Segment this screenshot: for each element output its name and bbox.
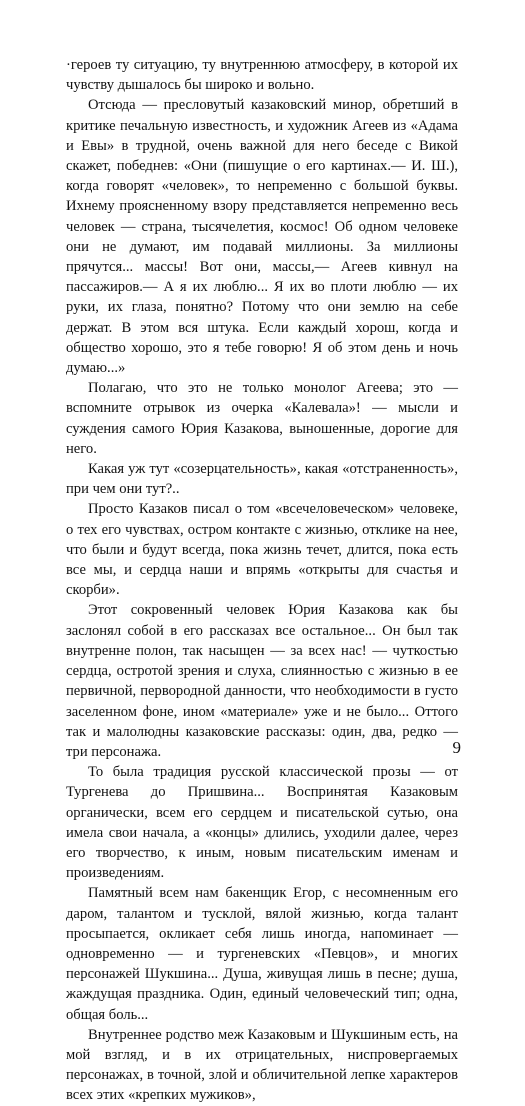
paragraph: Этот сокровенный человек Юрия Казакова как бы заслонял собой в его рассказах все остальное... Он был так внутренне полон, так насыщен — за всех нас! — чуткостью сердца, остротой зрения и слуха, слиянностью с жизнью в ее первичной, первородной данности, что необходимости в густо заселенном фоне, ином «материале» уже и не было... Оттого так и малолюдны казаковские рассказы: один, два, редко — три персонажа. <box>66 602 458 760</box>
paragraph: Отсюда — пресловутый казаковский минор, обретший в критике печальную известность, и художник Агеев из «Адама и Евы» в трудной, очень важной для него беседе с Викой скажет, победнев: «Они (пишущие о его картинах.— И. Ш.), когда говорят «человек», то непременно с большой буквы. Ихнему проясненному взору представляется непременно весь человек — страна, тысячелетия, космос! Об одном человеке они не думают, им подавай миллионы. За миллионы прячутся... массы! Вот они, массы,— Агеев кивнул на пассажиров.— А я их люблю... Я их во плоти люблю — их руки, их глаза, понятно? Потому что они землю на себе держат. В этом вся штука. Если каждый хорош, когда и общество хорошо, это я тебе говорю! Я об этом день и ночь думаю...» <box>66 97 458 377</box>
body-text <box>66 55 458 1106</box>
paragraph: Какая уж тут «созерцательность», какая «отстраненность», при чем они тут?.. <box>66 461 458 498</box>
paragraph: Просто Казаков писал о том «всечеловеческом» человеке, о тех его чувствах, остром контакте с жизнью, отклике на нее, что были и будут всегда, пока жизнь течет, длится, пока есть все мы, и сердца наши и впрямь «открыты для счастья и скорби». <box>66 501 458 599</box>
paragraph: Внутреннее родство меж Казаковым и Шукшиным есть, на мой взгляд, и в их отрицательных, ниспровергаемых персонажах, в точной, злой и обличительной лепке характеров всех этих «крепких мужиков», <box>66 1026 458 1104</box>
paragraph: Памятный всем нам бакенщик Егор, с несомненным его даром, талантом и тусклой, вялой жизнью, когда талант просыпается, окликает себя лишь иногда, напоминает — одновременно — и тургеневских «Певцов», и многих персонажей Шукшина... Душа, живущая лишь в песне; душа, жаждущая праздника. Один, единый человеческий тип; одна, общая боль... <box>66 885 458 1023</box>
paragraph: ·героев ту ситуацию, ту внутреннюю атмосферу, в которой их чувству дышалось бы широко и вольно. <box>66 57 458 94</box>
page-number: 9 <box>452 738 461 757</box>
paragraph: То была традиция русской классической прозы — от Тургенева до Пришвина... Воспринятая Казаковым органически, всем его сердцем и писательской сутью, она имела свои начала, а «концы» длились, уходили далее, через его творчество, к иным, новым писательским именам и произведениям. <box>66 764 458 882</box>
paragraph: Полагаю, что это не только монолог Агеева; это — вспомните отрывок из очерка «Калевала»! — мысли и суждения самого Юрия Казакова, выношенные, дорогие для него. <box>66 380 458 457</box>
